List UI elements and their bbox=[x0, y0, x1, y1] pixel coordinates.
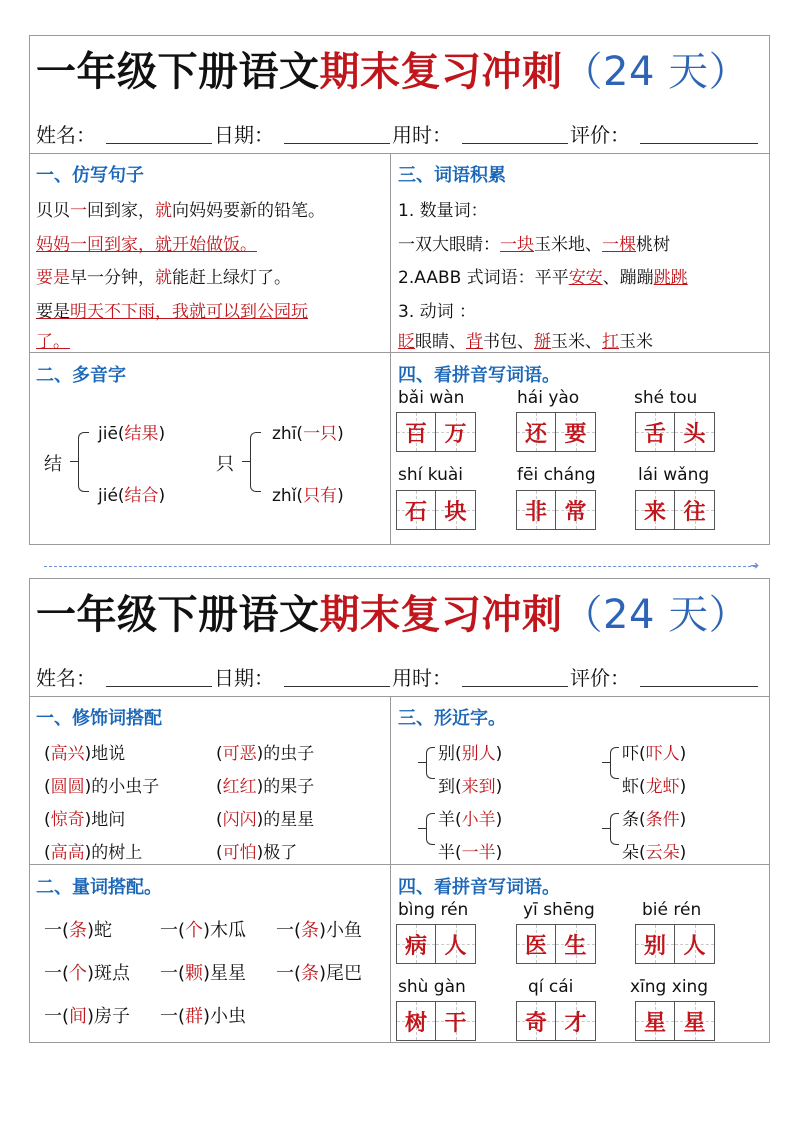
pinyin-prompt: lái wǎng bbox=[638, 465, 710, 485]
writing-box[interactable]: 舌 bbox=[635, 412, 675, 452]
character-boxes bbox=[396, 490, 476, 530]
writing-box[interactable]: 树 bbox=[396, 1001, 436, 1041]
similar-char-item: 羊(小羊) bbox=[438, 810, 503, 830]
section-title: 三、形近字。 bbox=[398, 708, 506, 729]
writing-box[interactable]: 才 bbox=[556, 1001, 596, 1041]
name-label: 姓名： bbox=[36, 666, 96, 690]
cut-line bbox=[44, 566, 756, 567]
writing-box[interactable]: 病 bbox=[396, 924, 436, 964]
brace bbox=[78, 432, 89, 492]
writing-box[interactable]: 医 bbox=[516, 924, 556, 964]
worksheet-day-24-part-1 bbox=[29, 35, 770, 545]
pinyin-prompt: qí cái bbox=[528, 977, 574, 997]
time-blank[interactable] bbox=[462, 686, 568, 687]
answer-sentence-end: 了。 bbox=[36, 332, 70, 352]
modifier-item: (红红)的果子 bbox=[216, 777, 315, 797]
writing-box[interactable]: 头 bbox=[675, 412, 715, 452]
writing-box[interactable]: 还 bbox=[516, 412, 556, 452]
worksheet-day-24-part-2 bbox=[29, 578, 770, 1043]
category-label: 3. 动词 ： bbox=[398, 302, 477, 322]
character-boxes bbox=[635, 1001, 715, 1041]
pinyin-prompt: yī shēng bbox=[523, 900, 595, 920]
writing-box[interactable]: 别 bbox=[635, 924, 675, 964]
character-boxes bbox=[635, 490, 715, 530]
date-label: 日期： bbox=[214, 123, 274, 147]
pinyin-prompt: bìng rén bbox=[398, 900, 469, 920]
modifier-item: (闪闪)的星星 bbox=[216, 810, 315, 830]
date-blank[interactable] bbox=[284, 686, 390, 687]
writing-box[interactable]: 人 bbox=[436, 924, 476, 964]
polyphone-reading: jié(结合) bbox=[98, 486, 166, 506]
name-blank[interactable] bbox=[106, 143, 212, 144]
character-boxes bbox=[516, 1001, 596, 1041]
section-title: 三、词语积累 bbox=[398, 165, 506, 186]
modifier-item: (惊奇)地问 bbox=[44, 810, 126, 830]
writing-box[interactable]: 要 bbox=[556, 412, 596, 452]
section-title: 二、多音字 bbox=[36, 365, 126, 386]
worksheet-title: 一年级下册语文期末复习冲刺（24 天） bbox=[36, 592, 750, 638]
exercise-grid bbox=[30, 697, 769, 1043]
brace bbox=[250, 432, 261, 492]
polyphone-char: 结 bbox=[44, 454, 62, 475]
measure-word-item: 一(条)蛇 bbox=[44, 920, 113, 941]
modifier-item: (高兴)地说 bbox=[44, 744, 126, 764]
vocab-line: 眨眼睛、背书包、掰玉米、扛玉米 bbox=[398, 332, 653, 352]
writing-box[interactable]: 来 bbox=[635, 490, 675, 530]
pinyin-prompt: xīng xing bbox=[630, 977, 709, 997]
writing-box[interactable]: 万 bbox=[436, 412, 476, 452]
similar-char-item: 朵(云朵) bbox=[622, 843, 687, 863]
measure-word-item: 一(个)斑点 bbox=[44, 963, 131, 984]
brace bbox=[426, 813, 435, 845]
answer-sentence: 要是明天不下雨，我就可以到公园玩 bbox=[36, 302, 308, 322]
name-label: 姓名： bbox=[36, 123, 96, 147]
measure-word-item: 一(个)木瓜 bbox=[160, 920, 247, 941]
pinyin-prompt: shù gàn bbox=[398, 977, 466, 997]
writing-box[interactable]: 常 bbox=[556, 490, 596, 530]
modifier-item: (可怕)极了 bbox=[216, 843, 298, 863]
brace bbox=[426, 747, 435, 779]
pinyin-prompt: fēi cháng bbox=[517, 465, 596, 485]
eval-blank[interactable] bbox=[640, 686, 758, 687]
polyphone-char: 只 bbox=[216, 454, 234, 475]
character-boxes bbox=[516, 924, 596, 964]
eval-blank[interactable] bbox=[640, 143, 758, 144]
pinyin-prompt: hái yào bbox=[517, 388, 580, 408]
eval-label: 评价： bbox=[570, 123, 630, 147]
writing-box[interactable]: 非 bbox=[516, 490, 556, 530]
example-sentence: 要是早一分钟，就能赶上绿灯了。 bbox=[36, 268, 291, 288]
character-boxes bbox=[396, 1001, 476, 1041]
example-sentence: 贝贝一回到家，就向妈妈要新的铅笔。 bbox=[36, 201, 325, 221]
pinyin-prompt: bǎi wàn bbox=[398, 388, 465, 408]
similar-char-item: 到(来到) bbox=[438, 777, 503, 797]
time-blank[interactable] bbox=[462, 143, 568, 144]
section-title: 四、看拼音写词语。 bbox=[398, 365, 560, 386]
measure-word-item: 一(条)尾巴 bbox=[276, 963, 363, 984]
writing-box[interactable]: 奇 bbox=[516, 1001, 556, 1041]
similar-char-item: 吓(吓人) bbox=[622, 744, 687, 764]
vocab-line: 一双大眼睛：一块玉米地、一棵桃树 bbox=[398, 235, 670, 255]
modifier-item: (圆圆)的小虫子 bbox=[44, 777, 160, 797]
name-blank[interactable] bbox=[106, 686, 212, 687]
pinyin-prompt: shí kuài bbox=[398, 465, 463, 485]
character-boxes bbox=[516, 490, 596, 530]
category-label: 1. 数量词： bbox=[398, 201, 488, 221]
character-boxes bbox=[396, 924, 476, 964]
writing-box[interactable]: 生 bbox=[556, 924, 596, 964]
worksheet-title: 一年级下册语文期末复习冲刺（24 天） bbox=[36, 49, 750, 95]
similar-char-item: 条(条件) bbox=[622, 810, 687, 830]
measure-word-item: 一(颗)星星 bbox=[160, 963, 247, 984]
polyphone-reading: zhī(一只) bbox=[272, 424, 344, 444]
arrow-right-icon: ➔ bbox=[750, 559, 760, 572]
measure-word-item: 一(条)小鱼 bbox=[276, 920, 363, 941]
modifier-item: (可恶)的虫子 bbox=[216, 744, 315, 764]
polyphone-reading: zhǐ(只有) bbox=[272, 486, 344, 506]
writing-box[interactable]: 星 bbox=[635, 1001, 675, 1041]
brace bbox=[610, 747, 619, 779]
brace bbox=[610, 813, 619, 845]
time-label: 用时： bbox=[392, 123, 452, 147]
polyphone-reading: jiē(结果) bbox=[98, 424, 166, 444]
character-boxes bbox=[635, 924, 715, 964]
modifier-item: (高高)的树上 bbox=[44, 843, 143, 863]
section-title: 二、量词搭配。 bbox=[36, 877, 162, 898]
measure-word-item: 一(群)小虫 bbox=[160, 1006, 247, 1027]
writing-box[interactable]: 人 bbox=[675, 924, 715, 964]
vocab-line: 2.AABB 式词语：平平安安、蹦蹦跳跳 bbox=[398, 268, 688, 288]
pinyin-prompt: bié rén bbox=[642, 900, 702, 920]
section-title: 四、看拼音写词语。 bbox=[398, 877, 560, 898]
time-label: 用时： bbox=[392, 666, 452, 690]
exercise-grid bbox=[30, 154, 769, 545]
writing-box[interactable]: 星 bbox=[675, 1001, 715, 1041]
answer-sentence: 妈妈一回到家，就开始做饭。 bbox=[36, 235, 257, 255]
similar-char-item: 别(别人) bbox=[438, 744, 503, 764]
writing-box[interactable]: 百 bbox=[396, 412, 436, 452]
pinyin-prompt: shé tou bbox=[634, 388, 698, 408]
student-info-row bbox=[30, 652, 769, 697]
similar-char-item: 虾(龙虾) bbox=[622, 777, 687, 797]
writing-box[interactable]: 往 bbox=[675, 490, 715, 530]
eval-label: 评价： bbox=[570, 666, 630, 690]
character-boxes bbox=[396, 412, 476, 452]
section-title: 一、仿写句子 bbox=[36, 165, 144, 186]
measure-word-item: 一(间)房子 bbox=[44, 1006, 131, 1027]
similar-char-item: 半(一半) bbox=[438, 843, 503, 863]
date-blank[interactable] bbox=[284, 143, 390, 144]
student-info-row bbox=[30, 109, 769, 154]
section-title: 一、修饰词搭配 bbox=[36, 708, 162, 729]
date-label: 日期： bbox=[214, 666, 274, 690]
writing-box[interactable]: 干 bbox=[436, 1001, 476, 1041]
writing-box[interactable]: 块 bbox=[436, 490, 476, 530]
character-boxes bbox=[635, 412, 715, 452]
writing-box[interactable]: 石 bbox=[396, 490, 436, 530]
character-boxes bbox=[516, 412, 596, 452]
